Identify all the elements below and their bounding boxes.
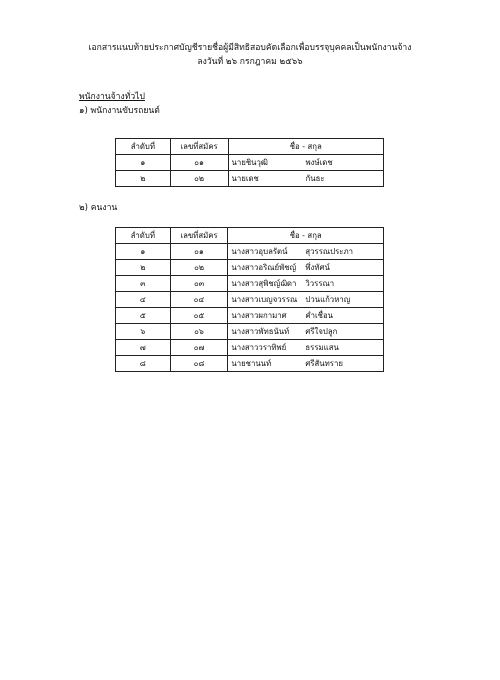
given-name: นางสาวอุบลรัตน์ xyxy=(231,247,288,256)
order-column-header: ลำดับที่ xyxy=(116,139,171,155)
given-name: นางสาวอริณย์พัชญ์ xyxy=(231,263,297,272)
family-name: พึ่งทัศน์ xyxy=(305,263,330,272)
table-header-row xyxy=(116,228,384,244)
name-cell xyxy=(228,292,384,308)
order-cell: ๗ xyxy=(116,340,171,356)
order-cell: ๖ xyxy=(116,324,171,340)
order-cell: ๕ xyxy=(116,308,171,324)
application-number-cell: ๐๘ xyxy=(170,356,228,372)
given-name: นางสาวเบญจวรรณ xyxy=(231,295,298,304)
name-cell xyxy=(228,276,384,292)
application-number-cell: ๐๒ xyxy=(170,171,228,187)
name-cell xyxy=(228,340,384,356)
given-name: นางสาวพัทธนันท์ xyxy=(231,327,290,336)
family-name: ธรรมแสน xyxy=(305,343,339,352)
name-column-header: ชื่อ - สกุล xyxy=(228,139,383,155)
given-name: นางสาวสุพิชญ์ฌิดา xyxy=(231,279,297,288)
order-cell: ๑ xyxy=(116,155,171,171)
table-header-row xyxy=(116,139,384,155)
name-cell xyxy=(228,308,384,324)
table-row xyxy=(116,244,384,260)
application-number-cell: ๐๑ xyxy=(170,244,228,260)
name-column-header: ชื่อ - สกุล xyxy=(228,228,384,244)
family-name: กันธะ xyxy=(305,174,325,183)
application-number-cell: ๐๓ xyxy=(170,276,228,292)
application-number-column-header: เลขที่สมัคร xyxy=(170,139,228,155)
family-name: สุวรรณประภา xyxy=(305,247,353,256)
family-name: พงษ์เดช xyxy=(305,158,333,167)
application-number-cell: ๐๖ xyxy=(170,324,228,340)
given-name: นายชานนท์ xyxy=(231,359,272,368)
family-name: ศรีสันทราย xyxy=(305,359,343,368)
name-cell xyxy=(228,324,384,340)
table-row xyxy=(116,276,384,292)
application-number-cell: ๐๗ xyxy=(170,340,228,356)
order-cell: ๒ xyxy=(116,171,171,187)
family-name: ศรีใจปลูก xyxy=(305,327,338,336)
workers-heading: ๒) คนงาน xyxy=(79,203,118,213)
order-cell: ๓ xyxy=(116,276,171,292)
application-number-cell: ๐๒ xyxy=(170,260,228,276)
given-name: นายเดช xyxy=(231,174,259,183)
order-column-header: ลำดับที่ xyxy=(116,228,171,244)
application-number-column-header: เลขที่สมัคร xyxy=(170,228,228,244)
given-name: นางสาวผกามาศ xyxy=(231,311,287,320)
given-name: นายชินวุฒิ xyxy=(231,158,268,167)
table-row xyxy=(116,155,384,171)
name-cell xyxy=(228,155,383,171)
table-row xyxy=(116,340,384,356)
document-title: เอกสารแนบท้ายประกาศบัญชีรายชื่อผู้มีสิทธิสอบคัดเลือกเพื่อบรรจุบุคคลเป็นพนักงานจ้าง xyxy=(88,43,412,53)
table-row xyxy=(116,356,384,372)
document-date: ลงวันที่ ๒๖ กรกฎาคม ๒๕๖๖ xyxy=(197,57,303,67)
given-name: นางสาววราทิพย์ xyxy=(231,343,287,352)
name-cell xyxy=(228,244,384,260)
name-cell xyxy=(228,171,383,187)
family-name: วิวรรณา xyxy=(305,279,335,288)
drivers-table xyxy=(115,138,384,187)
order-cell: ๘ xyxy=(116,356,171,372)
application-number-cell: ๐๔ xyxy=(170,292,228,308)
name-cell xyxy=(228,260,384,276)
drivers-heading: ๑) พนักงานขับรถยนต์ xyxy=(79,106,160,116)
family-name: ปวนแก้วหาญ xyxy=(305,295,351,304)
table-row xyxy=(116,260,384,276)
order-cell: ๑ xyxy=(116,244,171,260)
category-heading: พนักงานจ้างทั่วไป xyxy=(79,92,145,102)
table-row xyxy=(116,324,384,340)
table-row xyxy=(116,308,384,324)
order-cell: ๔ xyxy=(116,292,171,308)
application-number-cell: ๐๕ xyxy=(170,308,228,324)
family-name: คำเชื่อน xyxy=(305,311,333,320)
name-cell xyxy=(228,356,384,372)
order-cell: ๒ xyxy=(116,260,171,276)
application-number-cell: ๐๑ xyxy=(170,155,228,171)
table-row xyxy=(116,292,384,308)
workers-table xyxy=(115,227,384,372)
table-row xyxy=(116,171,384,187)
